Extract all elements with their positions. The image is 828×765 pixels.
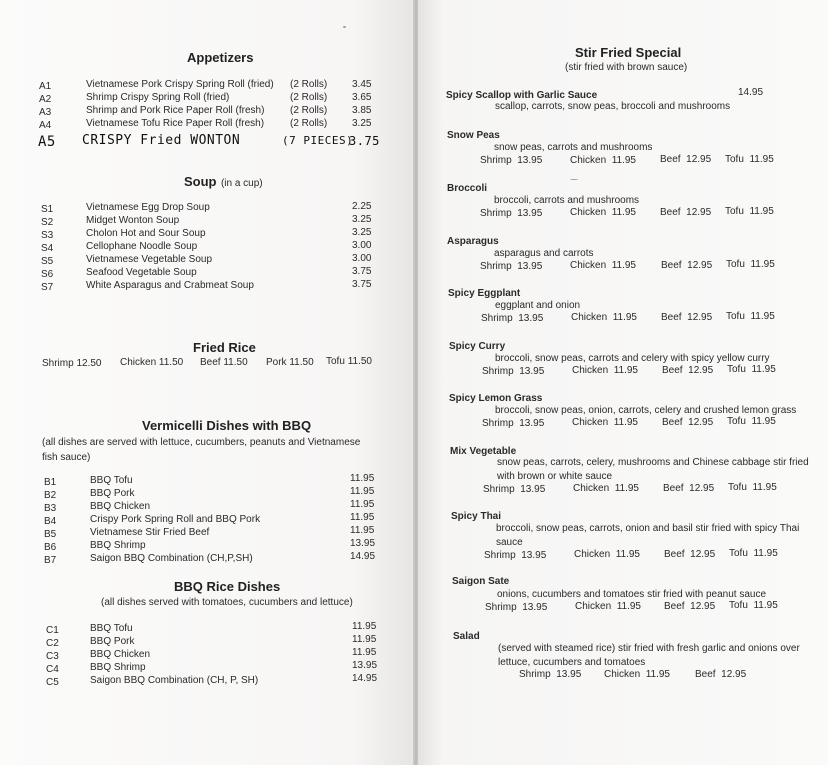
soup-heading [184, 173, 263, 191]
menu-code: A3 [39, 107, 52, 118]
stir-fried-subtitle: (stir fried with brown sauce) [565, 62, 688, 73]
menu-code: S2 [41, 217, 54, 228]
menu-item-price: 3.25 [352, 214, 372, 225]
menu-item-name: BBQ Chicken [90, 649, 151, 660]
menu-item-name: Vietnamese Pork Crispy Spring Roll (fried) [86, 79, 274, 90]
menu-item-name: Vietnamese Egg Drop Soup [86, 202, 210, 213]
menu-code: S3 [41, 230, 54, 241]
price-tofu [728, 482, 777, 493]
vermicelli-title: Vermicelli Dishes with BBQ [142, 418, 312, 433]
menu-item-name: BBQ Tofu [90, 623, 133, 634]
appetizers-title: Appetizers [187, 50, 254, 65]
price-label: Chicken [573, 483, 610, 494]
dish-name: Spicy Thai [451, 511, 502, 522]
menu-item-name: Shrimp and Pork Rice Paper Roll (fresh) [86, 105, 265, 116]
price-tofu [727, 364, 776, 375]
bbq-rice-title: BBQ Rice Dishes [174, 579, 281, 594]
price-label: Chicken [575, 601, 612, 612]
price-shrimp [483, 484, 545, 495]
price-value: 11.95 [753, 548, 778, 559]
menu-item-price: 3.75 [352, 266, 372, 277]
menu-item-name: White Asparagus and Crabmeat Soup [86, 280, 254, 291]
price-option-value: 11.50 [223, 357, 248, 368]
handwritten-item-qty: (7 PIECES) [282, 134, 354, 147]
bbq-rice-note: (all dishes served with tomatoes, cucumbers and lettuce) [101, 597, 353, 608]
menu-code: C4 [46, 664, 59, 675]
price-label: Shrimp [485, 602, 517, 613]
price-label: Shrimp [480, 208, 512, 219]
price-shrimp [480, 261, 542, 272]
price-label: Tofu [727, 364, 746, 375]
price-shrimp [485, 602, 547, 613]
dish-name: Salad [453, 631, 480, 642]
price-label: Chicken [572, 417, 609, 428]
price-label: Shrimp [480, 155, 512, 166]
menu-code: A2 [39, 94, 52, 105]
price-option [42, 358, 102, 369]
menu-item-name: Cellophane Noodle Soup [86, 241, 198, 252]
menu-item-name: Cholon Hot and Sour Soup [86, 228, 206, 239]
dish-price: 14.95 [738, 87, 764, 98]
price-label: Beef [662, 365, 683, 376]
price-chicken [573, 483, 639, 494]
menu-item-name: BBQ Tofu [90, 475, 133, 486]
price-option-label: Beef [200, 357, 221, 368]
menu-item-price: 3.00 [352, 253, 372, 264]
dish-description: scallop, carrots, snow peas, broccoli and mushrooms [495, 101, 731, 112]
price-value: 11.95 [611, 260, 636, 271]
menu-code: B7 [44, 555, 57, 566]
menu-item-price: 11.95 [352, 634, 377, 645]
menu-item-price: 13.95 [352, 660, 378, 671]
stir-fried-title: Stir Fried Special [575, 45, 682, 60]
menu-code: C2 [46, 638, 59, 649]
price-value: 11.95 [750, 311, 775, 322]
menu-item-price: 3.85 [352, 105, 372, 116]
price-value: 13.95 [518, 313, 544, 324]
price-value: 12.95 [686, 207, 712, 218]
dish-name: Saigon Sate [452, 576, 510, 587]
dish-name: Spicy Scallop with Garlic Sauce [446, 90, 598, 101]
menu-item-qty: (2 Rolls) [290, 118, 328, 129]
soup-subtitle: (in a cup) [220, 178, 263, 189]
menu-item-name: BBQ Shrimp [90, 540, 146, 551]
price-label: Shrimp [484, 550, 516, 561]
menu-item-name: Vietnamese Stir Fried Beef [90, 527, 210, 538]
dish-description: asparagus and carrots [494, 248, 594, 259]
price-value: 11.95 [749, 206, 774, 217]
handwritten-item-name: CRISPY Fried WONTON [82, 133, 241, 148]
price-tofu [727, 416, 776, 427]
price-value: 12.95 [686, 154, 712, 165]
price-option-value: 11.50 [289, 357, 314, 368]
dish-description: broccoli, snow peas, carrots and celery with spicy yellow curry [495, 353, 770, 364]
price-option-label: Shrimp [42, 358, 74, 369]
price-option-value: 11.50 [347, 356, 372, 367]
dish-name: Spicy Eggplant [448, 288, 521, 299]
price-option [120, 357, 183, 368]
price-label: Tofu [726, 311, 745, 322]
price-value: 12.95 [689, 483, 715, 494]
menu-code: C1 [46, 625, 59, 636]
price-value: 12.95 [687, 260, 713, 271]
menu-item-price: 11.95 [350, 473, 375, 484]
price-value: 12.95 [721, 669, 747, 680]
price-tofu [726, 311, 775, 322]
price-label: Chicken [572, 365, 609, 376]
price-tofu [726, 259, 775, 270]
price-option-label: Tofu [326, 356, 345, 367]
price-shrimp [480, 208, 542, 219]
dish-description: snow peas, carrots, celery, mushrooms and Chinese cabbage stir fried with brown or white sauce [497, 457, 809, 482]
price-value: 11.95 [750, 259, 775, 270]
price-label: Tofu [727, 416, 746, 427]
price-beef [663, 483, 714, 494]
menu-item-price: 11.95 [350, 512, 375, 523]
dish-name: Asparagus [447, 236, 499, 247]
menu-code: A1 [39, 81, 52, 92]
price-label: Chicken [571, 312, 608, 323]
dish-name: Snow Peas [447, 130, 500, 141]
menu-item-price: 3.75 [352, 279, 372, 290]
price-label: Tofu [725, 206, 744, 217]
price-beef [662, 365, 713, 376]
menu-item-price: 11.95 [352, 621, 377, 632]
menu-item-name: Vietnamese Vegetable Soup [86, 254, 213, 265]
price-option [266, 357, 314, 368]
price-shrimp [480, 155, 542, 166]
price-label: Shrimp [480, 261, 512, 272]
price-option-label: Pork [266, 357, 287, 368]
price-label: Shrimp [482, 418, 514, 429]
dish-description: onions, cucumbers and tomatoes stir fried with peanut sauce [497, 589, 767, 600]
price-value: 11.95 [749, 154, 774, 165]
fried-rice-title: Fried Rice [193, 340, 256, 355]
menu-item-qty: (2 Rolls) [290, 105, 328, 116]
menu-item-name: Saigon BBQ Combination (CH,P,SH) [90, 553, 253, 564]
price-label: Shrimp [482, 366, 514, 377]
price-label: Chicken [570, 155, 607, 166]
dish-description: snow peas, carrots and mushrooms [494, 142, 653, 153]
menu-code: B4 [44, 516, 57, 527]
price-label: Beef [662, 417, 683, 428]
price-label: Beef [661, 260, 682, 271]
price-value: 11.95 [611, 207, 636, 218]
price-tofu [725, 206, 774, 217]
price-label: Tofu [726, 259, 745, 270]
price-value: 12.95 [688, 365, 714, 376]
price-value: 13.95 [521, 550, 547, 561]
price-value: 13.95 [517, 208, 543, 219]
price-beef [662, 417, 713, 428]
price-option-value: 12.50 [76, 358, 102, 369]
menu-item-price: 11.95 [350, 486, 375, 497]
menu-item-price: 11.95 [350, 499, 375, 510]
price-beef [660, 154, 711, 165]
menu-item-name: BBQ Pork [90, 636, 135, 647]
price-label: Shrimp [481, 313, 513, 324]
price-value: 13.95 [556, 669, 582, 680]
dish-description: broccoli, carrots and mushrooms [494, 195, 640, 206]
price-chicken [571, 312, 637, 323]
menu-item-price: 3.25 [352, 227, 372, 238]
price-value: 11.95 [645, 669, 670, 680]
menu-item-name: Seafood Vegetable Soup [86, 267, 197, 278]
menu-code: S5 [41, 256, 54, 267]
price-beef [660, 207, 711, 218]
vermicelli-note: (all dishes are served with lettuce, cucumbers, peanuts and Vietnamese fish sauce) [42, 437, 361, 463]
price-tofu [729, 548, 778, 559]
price-value: 13.95 [519, 418, 545, 429]
menu-item-name: Vietnamese Tofu Rice Paper Roll (fresh) [86, 118, 265, 129]
price-beef [664, 601, 715, 612]
menu-code: S7 [41, 282, 54, 293]
menu-code: B6 [44, 542, 57, 553]
menu-item-name: Crispy Pork Spring Roll and BBQ Pork [90, 514, 261, 525]
menu-item-price: 13.95 [350, 538, 376, 549]
price-value: 11.95 [616, 601, 641, 612]
menu-item-name: Shrimp Crispy Spring Roll (fried) [86, 92, 230, 103]
menu-code: C5 [46, 677, 59, 688]
menu-item-price: 3.00 [352, 240, 372, 251]
menu-item-price: 3.25 [352, 118, 372, 129]
menu-item-price: 14.95 [350, 551, 376, 562]
price-chicken [572, 417, 638, 428]
menu-item-name: Saigon BBQ Combination (CH, P, SH) [90, 675, 259, 686]
dish-description: eggplant and onion [495, 300, 581, 311]
price-value: 13.95 [522, 602, 548, 613]
right-page [418, 0, 828, 765]
price-tofu [725, 154, 774, 165]
menu-item-qty: (2 Rolls) [290, 92, 328, 103]
price-value: 12.95 [688, 417, 714, 428]
price-label: Beef [663, 483, 684, 494]
price-label: Beef [664, 601, 685, 612]
price-value: 13.95 [519, 366, 545, 377]
price-label: Tofu [729, 548, 748, 559]
menu-code: B3 [44, 503, 57, 514]
price-option [200, 357, 248, 368]
price-beef [664, 549, 715, 560]
price-value: 13.95 [520, 484, 546, 495]
price-value: 11.95 [611, 155, 636, 166]
price-label: Beef [660, 154, 681, 165]
print-speck [570, 179, 578, 180]
price-label: Chicken [604, 669, 641, 680]
dish-description: (served with steamed rice) stir fried with fresh garlic and onions over lettuce, cucumbers and tomatoes [498, 643, 800, 668]
price-beef [661, 260, 712, 271]
menu-code: S1 [41, 204, 54, 215]
price-value: 11.95 [753, 600, 778, 611]
price-value: 11.95 [615, 549, 640, 560]
dish-name: Mix Vegetable [450, 446, 517, 457]
menu-code: S6 [41, 269, 54, 280]
dish-description: broccoli, snow peas, carrots, onion and basil stir fried with spicy Thai sauce [496, 523, 800, 548]
menu-item-price: 3.65 [352, 92, 372, 103]
menu-code: B1 [44, 477, 57, 488]
menu-item-price: 14.95 [352, 673, 378, 684]
price-shrimp [482, 366, 544, 377]
price-label: Tofu [725, 154, 744, 165]
price-shrimp [482, 418, 544, 429]
price-chicken [570, 260, 636, 271]
menu-item-price: 3.45 [352, 79, 372, 90]
price-shrimp [519, 669, 581, 680]
dish-description: broccoli, snow peas, onion, carrots, celery and crushed lemon grass [495, 405, 797, 416]
menu-code: A4 [39, 120, 52, 131]
price-label: Beef [661, 312, 682, 323]
dish-name: Spicy Curry [449, 341, 506, 352]
price-value: 11.95 [751, 364, 776, 375]
price-value: 11.95 [612, 312, 637, 323]
price-shrimp [484, 550, 546, 561]
price-beef [661, 312, 712, 323]
price-value: 13.95 [517, 261, 543, 272]
price-shrimp [481, 313, 543, 324]
price-label: Chicken [574, 549, 611, 560]
handwritten-item-price: 3.75 [349, 134, 380, 148]
menu-code: B5 [44, 529, 57, 540]
menu-item-name: BBQ Chicken [90, 501, 151, 512]
price-value: 11.95 [614, 483, 639, 494]
price-chicken [572, 365, 638, 376]
dish-name: Broccoli [447, 183, 488, 194]
price-label: Chicken [570, 207, 607, 218]
soup-title: Soup [184, 174, 217, 189]
menu-item-price: 2.25 [352, 201, 372, 212]
dish-name: Spicy Lemon Grass [449, 393, 543, 404]
price-beef [695, 669, 746, 680]
price-option-label: Chicken [120, 357, 157, 368]
price-label: Shrimp [519, 669, 551, 680]
price-value: 11.95 [751, 416, 776, 427]
price-label: Beef [660, 207, 681, 218]
price-value: 11.95 [752, 482, 777, 493]
price-option [326, 356, 372, 367]
menu-item-price: 11.95 [352, 647, 377, 658]
price-value: 12.95 [687, 312, 713, 323]
menu-item-name: Midget Wonton Soup [86, 215, 180, 226]
price-value: 12.95 [690, 601, 716, 612]
price-option-value: 11.50 [158, 357, 184, 368]
price-label: Beef [695, 669, 716, 680]
price-tofu [729, 600, 778, 611]
price-chicken [570, 207, 636, 218]
menu-item-name: BBQ Pork [90, 488, 135, 499]
price-label: Beef [664, 549, 685, 560]
price-label: Tofu [728, 482, 747, 493]
menu-code: C3 [46, 651, 59, 662]
price-value: 11.95 [613, 417, 638, 428]
price-label: Chicken [570, 260, 607, 271]
price-value: 13.95 [517, 155, 543, 166]
menu-item-qty: (2 Rolls) [290, 79, 328, 90]
price-chicken [604, 669, 670, 680]
menu-code: B2 [44, 490, 57, 501]
price-label: Tofu [729, 600, 748, 611]
handwritten-code: A5 [38, 134, 56, 150]
menu-code: S4 [41, 243, 54, 254]
price-value: 12.95 [690, 549, 716, 560]
menu-item-price: 11.95 [350, 525, 375, 536]
menu-item-name: BBQ Shrimp [90, 662, 146, 673]
price-value: 11.95 [613, 365, 638, 376]
price-chicken [575, 601, 641, 612]
price-chicken [570, 155, 636, 166]
print-speck [343, 26, 346, 28]
price-label: Shrimp [483, 484, 515, 495]
price-chicken [574, 549, 640, 560]
